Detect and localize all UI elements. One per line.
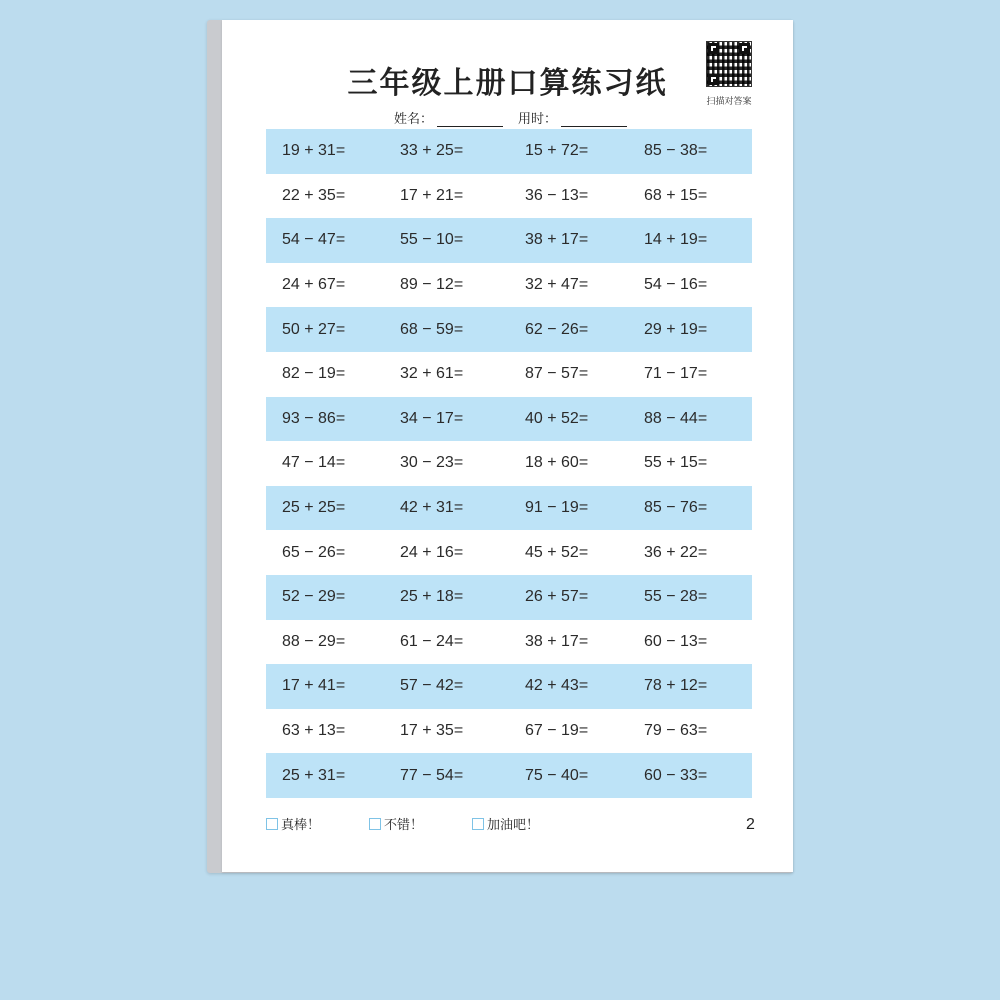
- checkbox-icon[interactable]: [472, 818, 484, 830]
- problem: 88 − 29=: [282, 632, 346, 650]
- problem-row: [266, 218, 752, 263]
- evaluation-option-1[interactable]: [266, 814, 320, 833]
- problem: 32 + 61=: [400, 365, 464, 383]
- problem-row: [266, 441, 752, 486]
- problem: 71 − 17=: [644, 365, 708, 383]
- problem: 50 + 27=: [282, 320, 346, 338]
- problem: 61 − 24=: [400, 632, 464, 650]
- problem: 25 + 31=: [282, 766, 346, 784]
- time-field: [518, 108, 627, 127]
- problem: 54 − 47=: [282, 231, 346, 249]
- evaluation-option-2[interactable]: [369, 814, 423, 833]
- problem: 34 − 17=: [400, 409, 464, 427]
- evaluation-label: 真棒！: [281, 818, 321, 833]
- problem: 91 − 19=: [525, 499, 589, 517]
- problem: 25 + 18=: [400, 588, 464, 606]
- problem: 89 − 12=: [400, 276, 464, 294]
- problem: 88 − 44=: [644, 409, 708, 427]
- problem: 78 + 12=: [644, 677, 708, 695]
- problem: 93 − 86=: [282, 409, 346, 427]
- problem: 38 + 17=: [525, 632, 589, 650]
- qr-code-icon: [706, 41, 752, 87]
- page-title: 三年级上册口算练习纸: [347, 66, 668, 101]
- problem: 55 + 15=: [644, 454, 708, 472]
- problem: 18 + 60=: [525, 454, 589, 472]
- time-label: 用时：: [518, 112, 558, 127]
- problem-row: [266, 620, 752, 665]
- problem: 42 + 31=: [400, 499, 464, 517]
- problem: 55 − 28=: [644, 588, 708, 606]
- problem: 55 − 10=: [400, 231, 464, 249]
- problem-grid: [266, 129, 752, 798]
- qr-caption: 扫描对答案: [706, 97, 752, 107]
- problem: 24 + 16=: [400, 543, 464, 561]
- problem: 82 − 19=: [282, 365, 346, 383]
- time-blank[interactable]: [561, 111, 627, 127]
- problem: 87 − 57=: [525, 365, 589, 383]
- problem: 36 + 22=: [644, 543, 708, 561]
- qr-finder-top-right: [739, 43, 750, 54]
- page-number: 2: [746, 816, 755, 833]
- problem: 85 − 76=: [644, 499, 708, 517]
- problem: 85 − 38=: [644, 142, 708, 160]
- problem: 22 + 35=: [282, 186, 346, 204]
- problem: 29 + 19=: [644, 320, 708, 338]
- qr-finder-top-left: [708, 43, 719, 54]
- evaluation-option-3[interactable]: [472, 814, 539, 833]
- problem-row: [266, 307, 752, 352]
- problem: 54 − 16=: [644, 276, 708, 294]
- problem: 17 + 35=: [400, 722, 464, 740]
- problem: 75 − 40=: [525, 766, 589, 784]
- problem-row: [266, 263, 752, 308]
- problem: 17 + 21=: [400, 186, 464, 204]
- problem: 79 − 63=: [644, 722, 708, 740]
- problem: 67 − 19=: [525, 722, 589, 740]
- problem: 42 + 43=: [525, 677, 589, 695]
- problem: 45 + 52=: [525, 543, 589, 561]
- problem-row: [266, 397, 752, 442]
- problem: 60 − 13=: [644, 632, 708, 650]
- problem: 33 + 25=: [400, 142, 464, 160]
- problem: 40 + 52=: [525, 409, 589, 427]
- name-field: [394, 108, 503, 127]
- name-blank[interactable]: [437, 111, 503, 127]
- problem-row: [266, 486, 752, 531]
- problem-row: [266, 575, 752, 620]
- problem-row: [266, 174, 752, 219]
- problem: 60 − 33=: [644, 766, 708, 784]
- problem-row: [266, 530, 752, 575]
- problem: 47 − 14=: [282, 454, 346, 472]
- problem-row: [266, 664, 752, 709]
- problem-row: [266, 352, 752, 397]
- problem-row: [266, 753, 752, 798]
- problem: 77 − 54=: [400, 766, 464, 784]
- problem: 32 + 47=: [525, 276, 589, 294]
- evaluation-label: 不错！: [384, 818, 424, 833]
- problem: 68 + 15=: [644, 186, 708, 204]
- problem: 68 − 59=: [400, 320, 464, 338]
- checkbox-icon[interactable]: [369, 818, 381, 830]
- problem: 57 − 42=: [400, 677, 464, 695]
- problem: 38 + 17=: [525, 231, 589, 249]
- problem: 19 + 31=: [282, 142, 346, 160]
- name-label: 姓名：: [394, 112, 434, 127]
- problem: 52 − 29=: [282, 588, 346, 606]
- problem: 25 + 25=: [282, 499, 346, 517]
- problem: 26 + 57=: [525, 588, 589, 606]
- worksheet-page: [222, 20, 793, 872]
- problem-row: [266, 709, 752, 754]
- qr-finder-bottom-left: [708, 74, 719, 85]
- problem: 17 + 41=: [282, 677, 346, 695]
- evaluation-label: 加油吧！: [487, 818, 540, 833]
- checkbox-icon[interactable]: [266, 818, 278, 830]
- problem-row: [266, 129, 752, 174]
- problem: 65 − 26=: [282, 543, 346, 561]
- problem: 30 − 23=: [400, 454, 464, 472]
- problem: 14 + 19=: [644, 231, 708, 249]
- problem: 63 + 13=: [282, 722, 346, 740]
- problem: 62 − 26=: [525, 320, 589, 338]
- problem: 24 + 67=: [282, 276, 346, 294]
- problem: 15 + 72=: [525, 142, 589, 160]
- problem: 36 − 13=: [525, 186, 589, 204]
